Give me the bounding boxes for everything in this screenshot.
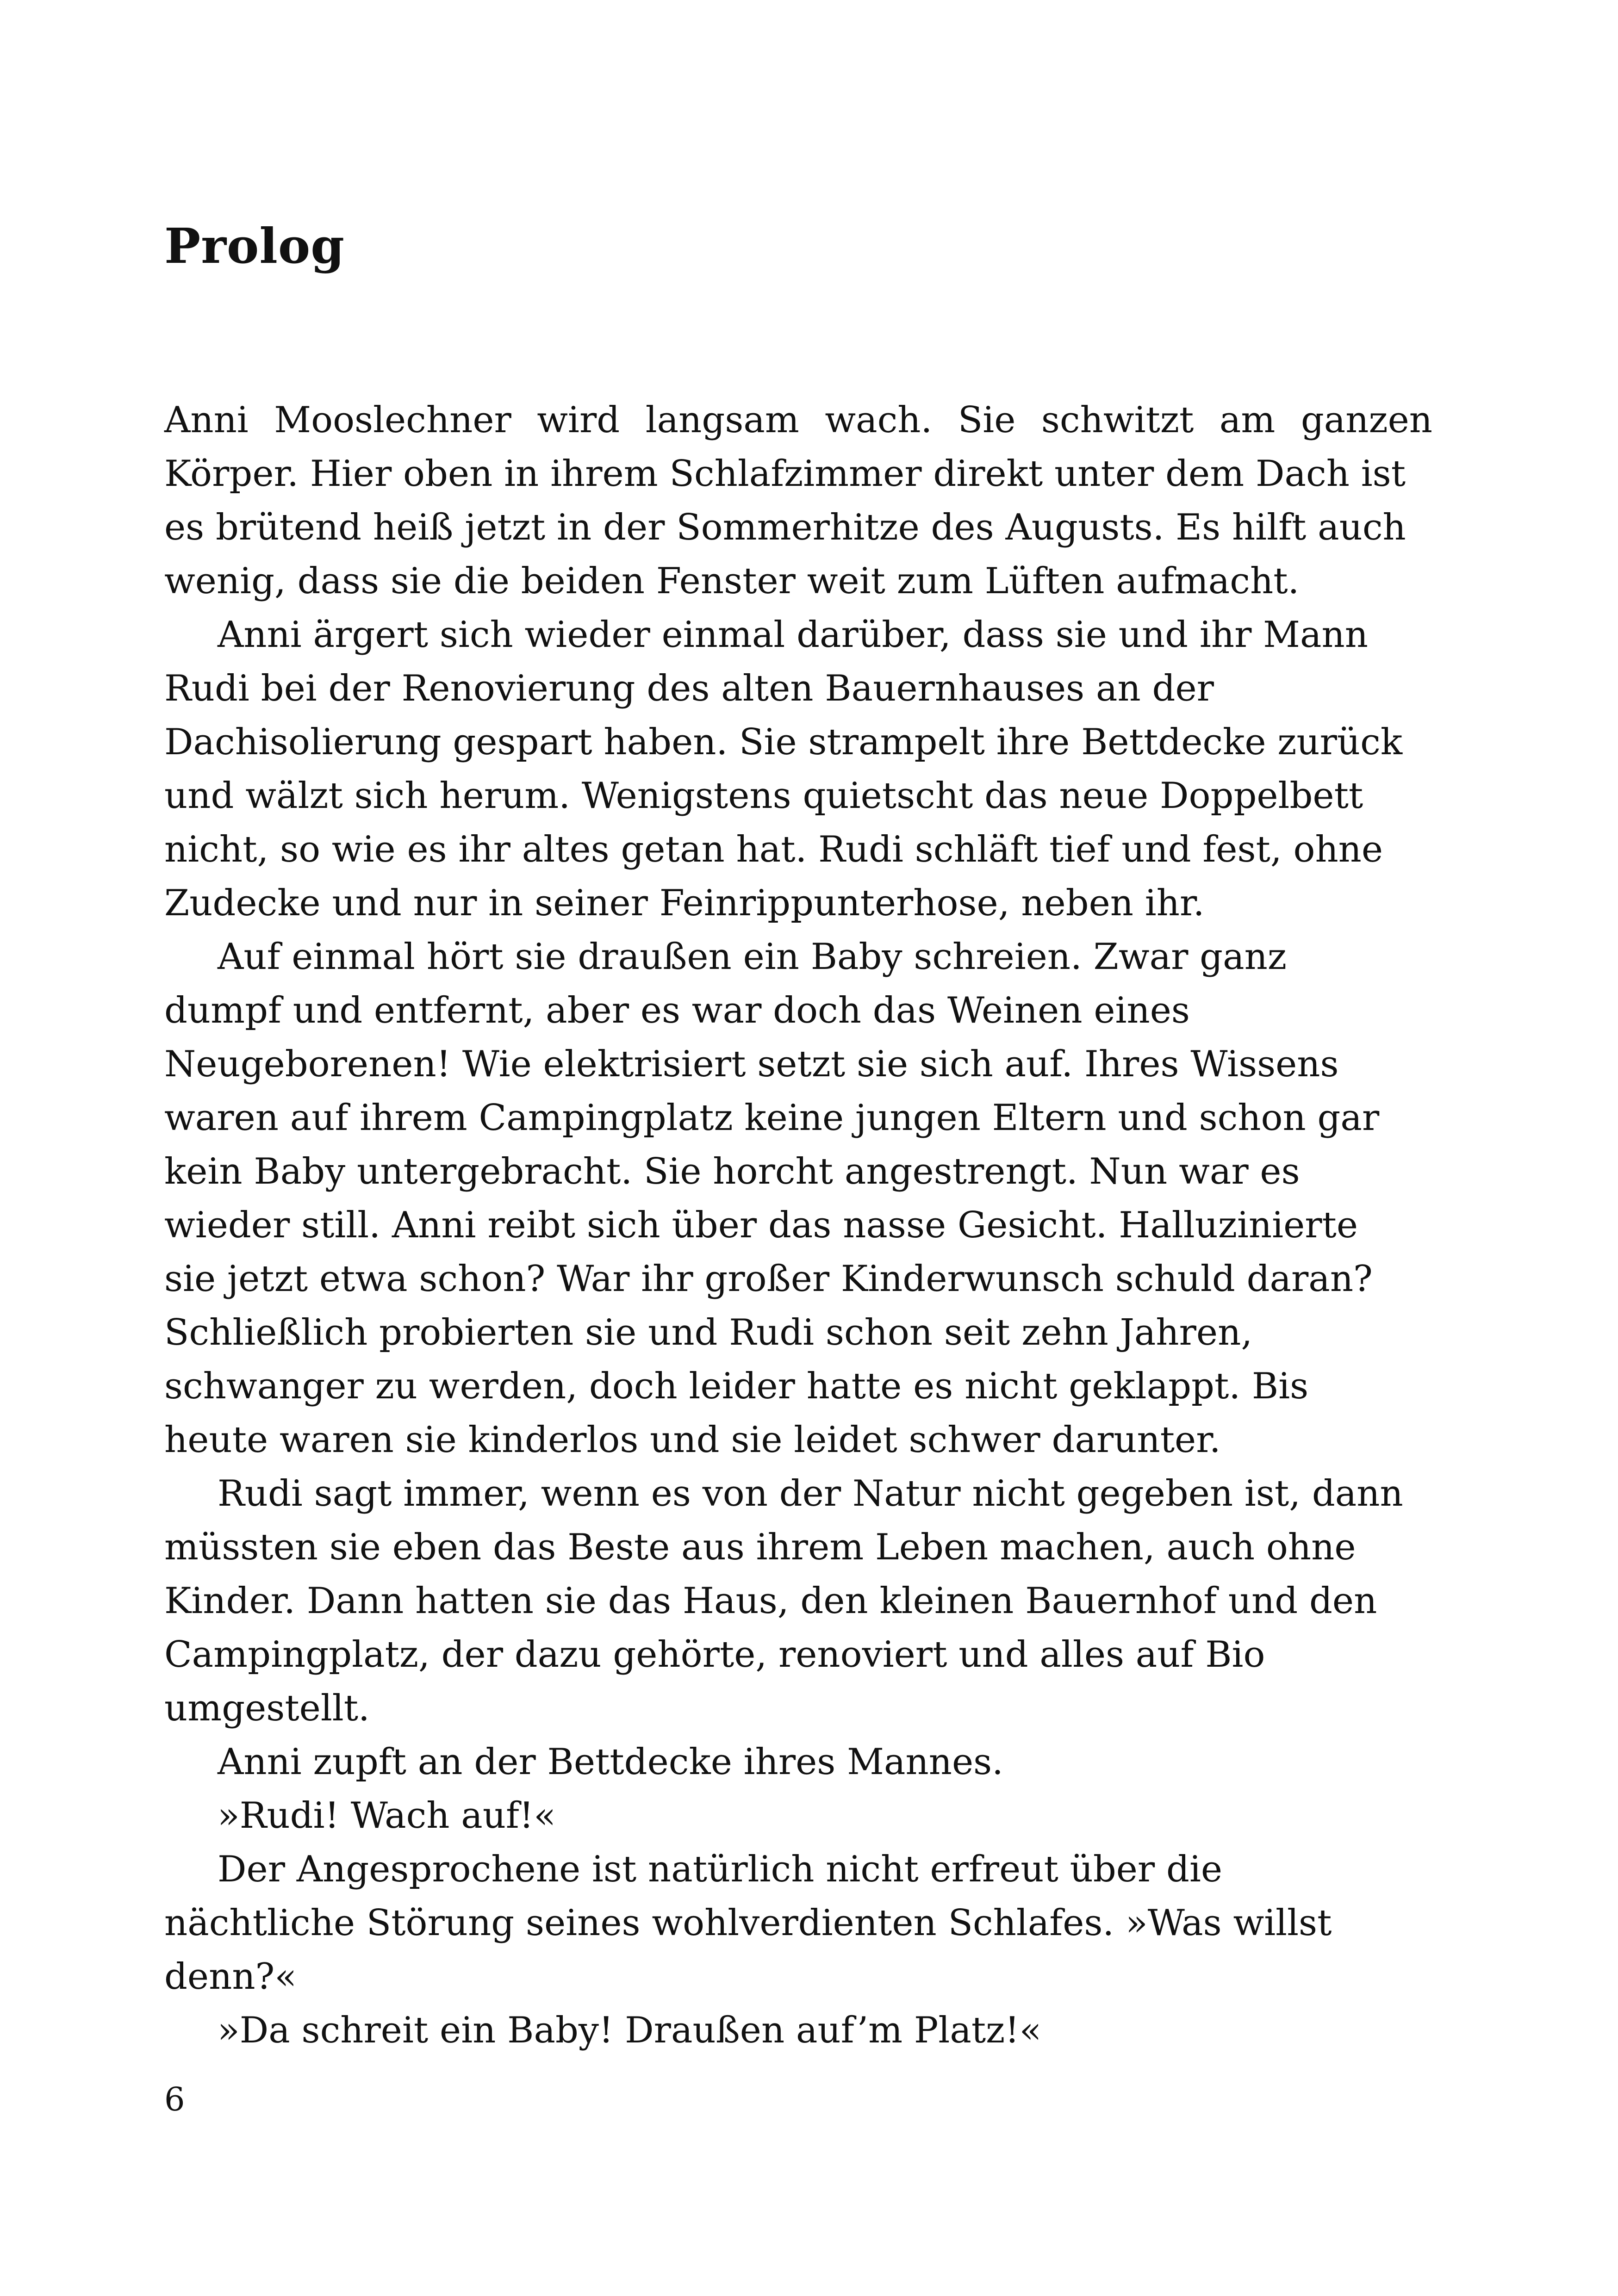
text-line: Zudecke und nur in seiner Feinrippunterhose, neben ihr. (164, 882, 1205, 924)
text-line: und wälzt sich herum. Wenigstens quietscht das neue Doppelbett (164, 775, 1363, 817)
text-line: wenig, dass sie die beiden Fenster weit zum Lüften aufmacht. (164, 560, 1300, 602)
text-line: sie jetzt etwa schon? War ihr großer Kinderwunsch schuld daran? (164, 1258, 1373, 1300)
chapter-title: Prolog (164, 217, 345, 274)
text-line: Anni zupft an der Bettdecke ihres Mannes. (218, 1741, 1003, 1783)
text-line: waren auf ihrem Campingplatz keine jungen Eltern und schon gar (164, 1097, 1380, 1139)
text-line: denn?« (164, 1956, 297, 1998)
dialogue-line: »Rudi! Wach auf!« (218, 1795, 556, 1837)
text-line: umgestellt. (164, 1688, 370, 1729)
text-line: Kinder. Dann hatten sie das Haus, den kleinen Bauernhof und den (164, 1580, 1377, 1622)
text-line: wieder still. Anni reibt sich über das nasse Gesicht. Halluzinierte (164, 1204, 1358, 1246)
body-text (164, 393, 1432, 2057)
text-line: Rudi sagt immer, wenn es von der Natur nicht gegeben ist, dann (218, 1473, 1403, 1514)
text-line: Dachisolierung gespart haben. Sie strampelt ihre Bettdecke zurück (164, 721, 1403, 763)
text-line: es brütend heiß jetzt in der Sommerhitze des Augusts. Es hilft auch (164, 507, 1406, 548)
text-line: dumpf und entfernt, aber es war doch das Weinen eines (164, 990, 1190, 1031)
text-line: Der Angesprochene ist natürlich nicht erfreut über die (218, 1849, 1223, 1890)
text-line: heute waren sie kinderlos und sie leidet schwer darunter. (164, 1419, 1221, 1461)
text-line: Anni Mooslechner wird langsam wach. Sie schwitzt am ganzen (164, 399, 1432, 441)
text-line: nächtliche Störung seines wohlverdienten Schlafes. »Was willst (164, 1902, 1332, 1944)
text-line: nicht, so wie es ihr altes getan hat. Rudi schläft tief und fest, ohne (164, 829, 1383, 870)
text-line: Körper. Hier oben in ihrem Schlafzimmer direkt unter dem Dach ist (164, 453, 1406, 495)
text-line: müssten sie eben das Beste aus ihrem Leben machen, auch ohne (164, 1527, 1356, 1568)
text-line: kein Baby untergebracht. Sie horcht angestrengt. Nun war es (164, 1151, 1300, 1192)
text-line: Campingplatz, der dazu gehörte, renoviert und alles auf Bio (164, 1634, 1265, 1675)
text-line: Anni ärgert sich wieder einmal darüber, dass sie und ihr Mann (218, 614, 1368, 656)
text-line: Schließlich probierten sie und Rudi schon seit zehn Jahren, (164, 1312, 1253, 1353)
text-line: schwanger zu werden, doch leider hatte es nicht geklappt. Bis (164, 1365, 1309, 1407)
text-line: Neugeborenen! Wie elektrisiert setzt sie sich auf. Ihres Wissens (164, 1043, 1339, 1085)
text-line: Rudi bei der Renovierung des alten Bauernhauses an der (164, 668, 1214, 709)
page-number: 6 (164, 2080, 185, 2118)
text-line: Auf einmal hört sie draußen ein Baby schreien. Zwar ganz (218, 936, 1287, 978)
dialogue-line: »Da schreit ein Baby! Draußen auf’m Platz!« (218, 2010, 1042, 2051)
